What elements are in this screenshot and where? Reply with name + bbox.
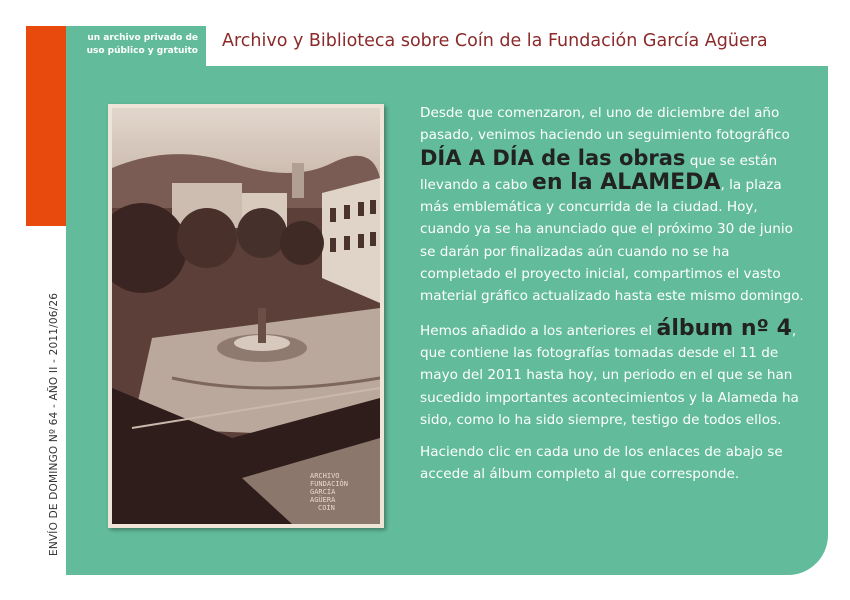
highlight-dia-a-dia: DÍA A DÍA de las obras (420, 145, 686, 170)
site-title: Archivo y Biblioteca sobre Coín de la Fundación García Agüera (222, 31, 768, 51)
highlight-alameda: en la ALAMEDA (531, 169, 721, 195)
tagline-box (66, 26, 206, 66)
svg-text:GARCÍA: GARCÍA (310, 488, 336, 496)
photo-image (112, 108, 380, 524)
paragraph-3: Haciendo clic en cada uno de los enlaces de abajo se accede al álbum completo al que corresponde. (420, 444, 783, 483)
issue-info: ENVÍO DE DOMINGO Nº 64 - AÑO II - 2011/06/26 (48, 292, 60, 556)
orange-accent-bar (26, 26, 66, 226)
article-text (420, 102, 805, 496)
svg-text:COÍN: COÍN (318, 504, 335, 512)
paragraph-2: Hemos añadido a los anteriores el álbum nº 4, que contiene las fotografías tomadas desde el 11 de mayo del 2011 hasta hoy, un periodo en el que se han sucedido importantes acontecimientos y la Alameda ha sido, como lo ha sido siempre, testigo de todos ellos. (420, 315, 799, 428)
paragraph-1: Desde que comenzaron, el uno de diciembre del año pasado, venimos haciendo un seguimiento fotográfico DÍA A DÍA de las obras que se están llevando a cabo en la ALAMEDA, la plaza más emblemática y concurrida de la ciudad. Hoy, cuando ya se ha anunciado que el próximo 30 de junio se darán por finalizadas aún cuando no se ha completado el proyecto inicial, compartimos el vasto material gráfico actualizado hasta este mismo domingo. (420, 105, 804, 305)
tagline-line-1: un archivo privado de (87, 33, 198, 43)
svg-text:ARCHIVO: ARCHIVO (310, 472, 340, 480)
alameda-historic-photo[interactable] (108, 104, 384, 528)
highlight-album: álbum nº 4 (656, 315, 792, 341)
svg-text:AGÜERA: AGÜERA (310, 496, 336, 504)
svg-text:FUNDACIÓN: FUNDACIÓN (310, 480, 348, 488)
tagline-line-2: uso público y gratuito (86, 46, 198, 56)
